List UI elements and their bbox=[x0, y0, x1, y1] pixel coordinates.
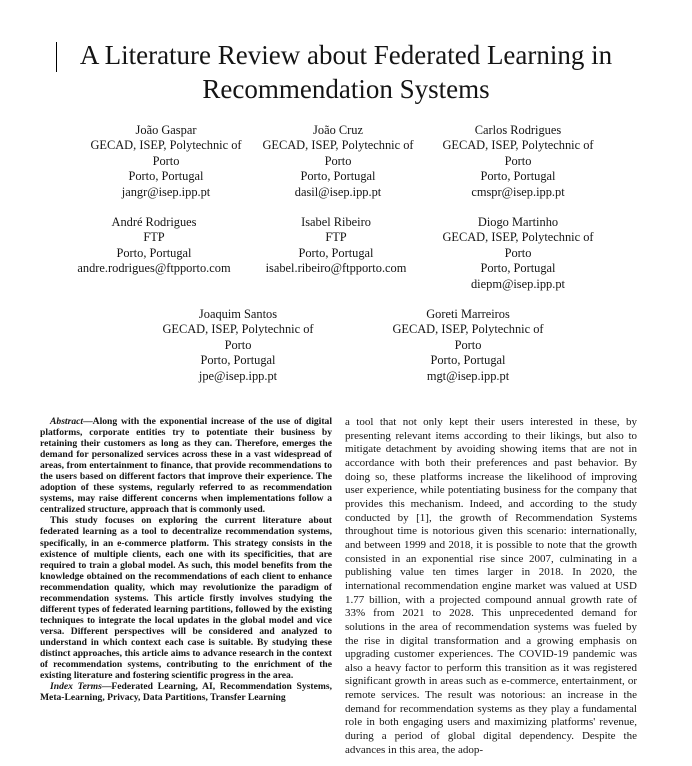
author-affiliation: FTP bbox=[325, 230, 347, 245]
author-affiliation: GECAD, ISEP, Polytechnic of bbox=[90, 138, 242, 153]
author-email[interactable]: jangr@isep.ipp.pt bbox=[121, 184, 211, 199]
text-cursor bbox=[56, 42, 57, 72]
abstract-text: —Along with the exponential increase of the use of digital platforms, corporate entities try to potentiate their business by retaining their customers as long as they can. Therefore, emerges the demand for personalized services across these in a vast widespread of areas, from entertainment to finance, that provide recommendations to the users based on different factors that improve their experience. The adoption of these systems, regularly referred to as recommendation systems, may raise different concerns when implementations follow a centralized structure, approach that is commonly used. bbox=[40, 416, 332, 516]
author-block bbox=[144, 307, 332, 384]
author-affiliation: FTP bbox=[143, 230, 165, 245]
author-email[interactable]: diepm@isep.ipp.pt bbox=[470, 276, 565, 291]
author-affiliation: GECAD, ISEP, Polytechnic of bbox=[162, 322, 314, 337]
author-email[interactable]: jpe@isep.ipp.pt bbox=[198, 368, 278, 383]
author-city: Porto, Portugal bbox=[128, 169, 204, 184]
author-affiliation-line2: Porto bbox=[454, 337, 482, 352]
author-block bbox=[242, 215, 430, 277]
author-email[interactable]: cmspr@isep.ipp.pt bbox=[471, 184, 565, 199]
author-affiliation: GECAD, ISEP, Polytechnic of bbox=[442, 138, 594, 153]
author-city: Porto, Portugal bbox=[116, 245, 192, 260]
author-affiliation-line2: Porto bbox=[504, 153, 532, 168]
author-block bbox=[72, 123, 260, 200]
author-name: João Gaspar bbox=[135, 123, 197, 137]
author-email[interactable]: dasil@isep.ipp.pt bbox=[294, 184, 382, 199]
author-affiliation: GECAD, ISEP, Polytechnic of bbox=[442, 230, 594, 245]
author-block bbox=[424, 123, 612, 200]
body-column bbox=[345, 416, 637, 757]
author-city: Porto, Portugal bbox=[480, 261, 556, 276]
author-name: André Rodrigues bbox=[111, 215, 197, 229]
author-city: Porto, Portugal bbox=[300, 169, 376, 184]
abstract-paragraph-2: This study focuses on exploring the current literature about federated learning as a tool to decentralize recommendation systems, specifically, in an e-commerce platform. This strategy consists in the existence of multiple clients, each one with its specificities, that are required to train a global model. As such, this model benefits from the knowledge obtained on the recommendations of each client to enhance recommendation quality, which may revolutionize the paradigm of recommendation systems. This article firstly involves studying the different types of federated learning partitions, followed by the existing techniques to integrate the local updates in the global model and vice versa. Different perspectives will be considered and analyzed to understand in which context each case is suitable. By studying these distinct approaches, this article aims to advance research in the context of recommendation systems, contributing to the enrichment of the existing literature and fostering scientific progress in the area. bbox=[40, 515, 332, 682]
author-block bbox=[374, 307, 562, 384]
author-affiliation-line2: Porto bbox=[324, 153, 352, 168]
abstract-label: Abstract bbox=[50, 416, 84, 427]
author-name: Joaquim Santos bbox=[198, 307, 278, 321]
author-affiliation: GECAD, ISEP, Polytechnic of bbox=[392, 322, 544, 337]
author-name: Carlos Rodrigues bbox=[474, 123, 562, 137]
author-city: Porto, Portugal bbox=[430, 353, 506, 368]
abstract-column bbox=[40, 416, 332, 703]
body-paragraph: a tool that not only kept their users interested in these, by presenting relevant items according to their likings, but also to mitigate detachment by avoiding showing items that are not in accordance with both their preferences and past behavior. By doing so, these platforms increase the likelihood of improving user experience, while potentiating business for the company that provides this mechanism. Indeed, and according to the study conducted by [1], the growth of Recommendation Systems throughout time is notorious given this scenario: internationally, and between 1999 and 2018, it is possible to note that the growth consisted in an exponential rise since 2007, culminating in a publishing value ten times larger in 2018. In 2020, the international recommendation engine market was valued at USD 1.77 billion, with a projected compound annual growth rate of 33% from 2021 to 2028. This unprecedented demand for solutions in the area of recommendation systems was fueled by the rise in digital transformation and a growing emphasis on upgrading customer experiences. The COVID-19 pandemic was also a heavy factor to perform this transition as it was registered significant growth in areas such as e-commerce, entertainment, or remote services. The result was notorious: an increase in the demand for recommendation systems as they play a fundamental role in both engaging users and maximizing platforms' revenue, during a period of global digital dependency. Despite the advances in this area, the adop- bbox=[345, 416, 637, 756]
author-name: João Cruz bbox=[313, 123, 363, 137]
author-affiliation: GECAD, ISEP, Polytechnic of bbox=[262, 138, 414, 153]
author-email[interactable]: andre.rodrigues@ftpporto.com bbox=[77, 261, 231, 276]
index-terms-label: Index Terms bbox=[50, 681, 102, 693]
author-city: Porto, Portugal bbox=[480, 169, 556, 184]
author-block bbox=[424, 215, 612, 292]
author-block bbox=[60, 215, 248, 277]
author-affiliation-line2: Porto bbox=[224, 337, 252, 352]
author-city: Porto, Portugal bbox=[200, 353, 276, 368]
author-name: Isabel Ribeiro bbox=[301, 215, 371, 229]
abstract-paragraph bbox=[40, 416, 332, 515]
author-affiliation-line2: Porto bbox=[504, 245, 532, 260]
author-name: Diogo Martinho bbox=[477, 215, 559, 229]
author-email[interactable]: isabel.ribeiro@ftpporto.com bbox=[265, 261, 407, 276]
index-terms bbox=[40, 681, 332, 703]
author-block bbox=[244, 123, 432, 200]
author-name: Goreti Marreiros bbox=[426, 307, 510, 321]
author-email[interactable]: mgt@isep.ipp.pt bbox=[426, 368, 510, 383]
index-terms-text: —Federated Learning, AI, Recommendation Systems, Meta-Learning, Privacy, Data Partitions, Transfer Learning bbox=[40, 681, 332, 704]
paper-title: A Literature Review about Federated Learning in Recommendation Systems bbox=[79, 40, 613, 104]
author-city: Porto, Portugal bbox=[298, 245, 374, 260]
author-affiliation-line2: Porto bbox=[152, 153, 180, 168]
